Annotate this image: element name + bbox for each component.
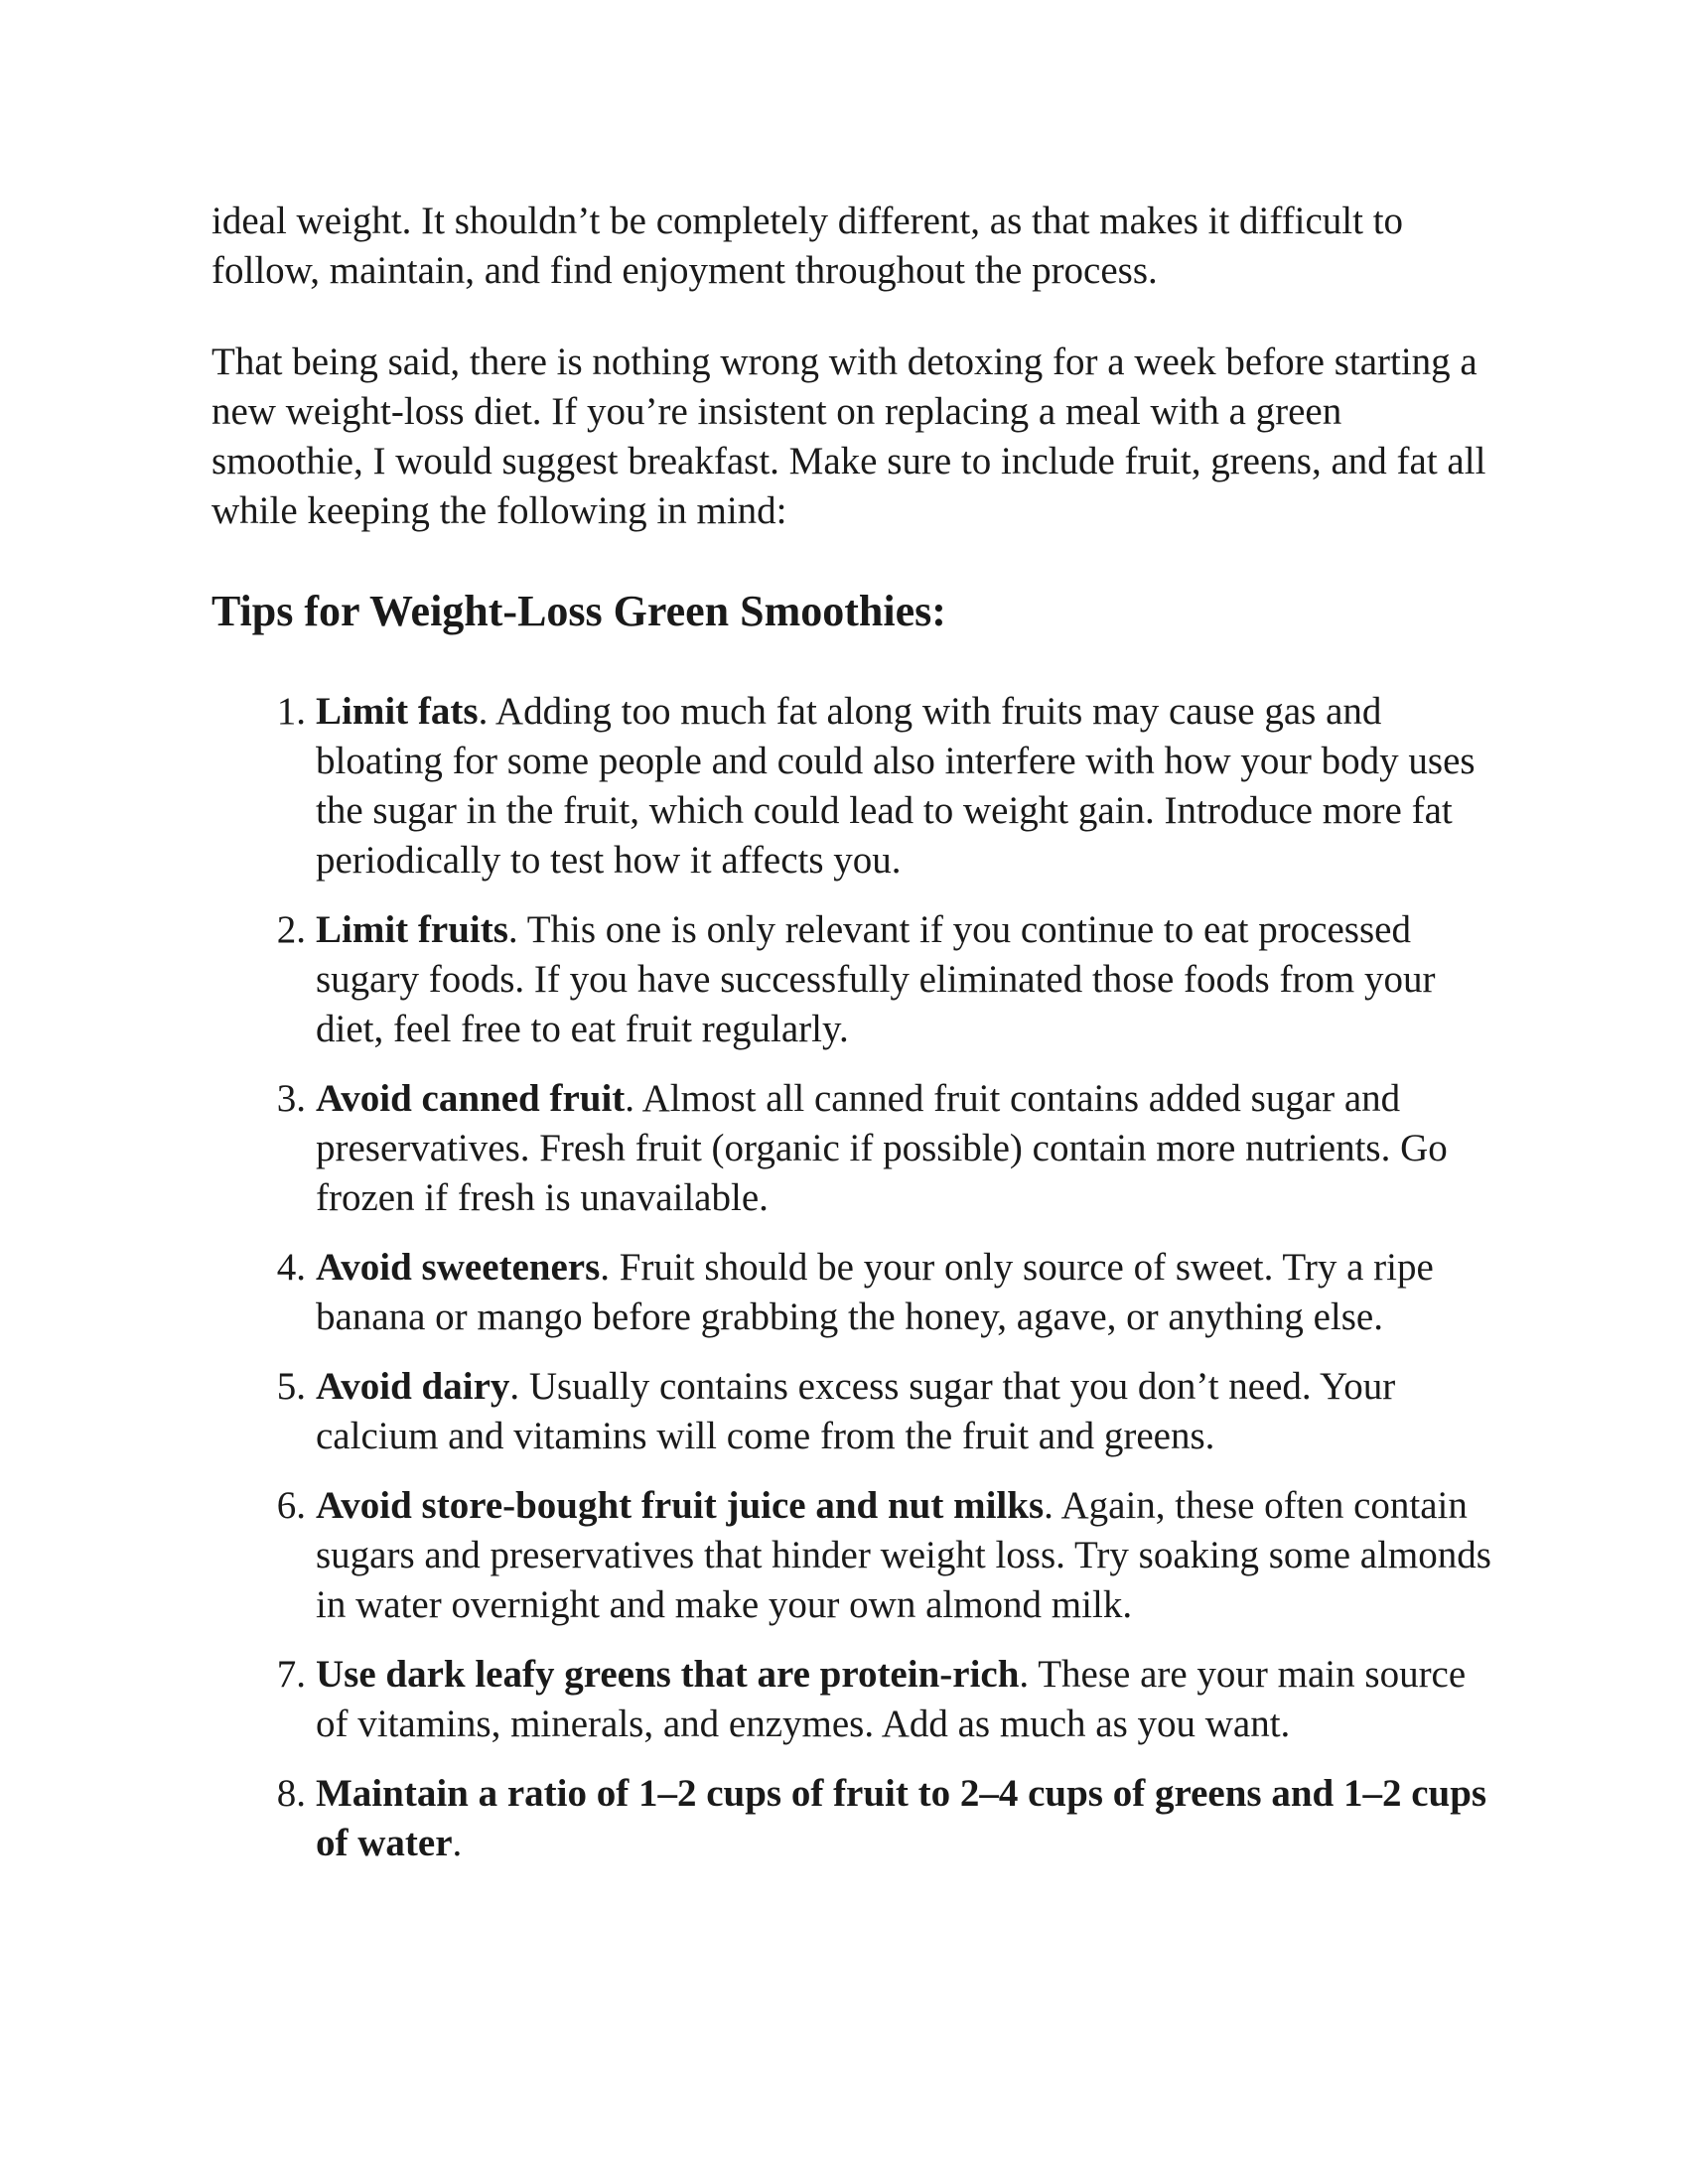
list-item-title: Avoid store-bought fruit juice and nut milks bbox=[316, 1484, 1045, 1527]
list-item-title: Limit fruits bbox=[316, 908, 508, 951]
intro-paragraph-2: That being said, there is nothing wrong with detoxing for a week before starting a new weight-loss diet. If you’re insistent on replacing a meal with a green smoothie, I would suggest breakfast. Make sure to include fruit, greens, and fat all while keeping the following in mind: bbox=[211, 341, 1486, 532]
list-item-number: 7. bbox=[276, 1653, 306, 1696]
list-item bbox=[211, 1769, 1502, 1868]
list-item-number: 4. bbox=[276, 1246, 306, 1289]
list-item bbox=[211, 1650, 1502, 1749]
list-item-number: 8. bbox=[276, 1772, 306, 1815]
list-item-body bbox=[316, 1481, 1502, 1630]
list-item-number: 6. bbox=[276, 1484, 306, 1527]
list-item-text: . Again, these often contain sugars and preservatives that hinder weight loss. Try soaking some almonds in water overnight and make your own almond milk. bbox=[316, 1484, 1491, 1626]
list-item-text: . Adding too much fat along with fruits may cause gas and bloating for some people and could also interfere with how your body uses the sugar in the fruit, which could lead to weight gain. Introduce more fat periodically to test how it affects you. bbox=[316, 690, 1476, 882]
list-item-body bbox=[316, 1769, 1502, 1868]
list-item-title: Limit fats bbox=[316, 690, 479, 733]
list-item-text: . Fruit should be your only source of sweet. Try a ripe banana or mango before grabbing the honey, agave, or anything else. bbox=[316, 1246, 1434, 1338]
document-page bbox=[211, 197, 1502, 1888]
list-item-body bbox=[316, 1650, 1502, 1749]
list-item-title: Avoid dairy bbox=[316, 1365, 510, 1408]
list-item bbox=[211, 1243, 1502, 1342]
section-heading: Tips for Weight-Loss Green Smoothies: bbox=[211, 587, 946, 635]
list-item-title: Avoid sweeteners bbox=[316, 1246, 601, 1289]
list-item-text: . This one is only relevant if you continue to eat processed sugary foods. If you have successfully eliminated those foods from your diet, feel free to eat fruit regularly. bbox=[316, 908, 1436, 1050]
list-item-body bbox=[316, 1243, 1502, 1342]
list-item bbox=[211, 905, 1502, 1054]
tips-list bbox=[211, 687, 1502, 1868]
intro-paragraph-1: ideal weight. It shouldn’t be completely different, as that makes it difficult to follow, maintain, and find enjoyment throughout the process. bbox=[211, 200, 1404, 292]
list-item-number: 1. bbox=[276, 690, 306, 733]
list-item bbox=[211, 1074, 1502, 1223]
list-item-body bbox=[316, 905, 1502, 1054]
list-item-number: 2. bbox=[276, 908, 306, 951]
list-item-body bbox=[316, 1074, 1502, 1223]
list-item-text: . Usually contains excess sugar that you don’t need. Your calcium and vitamins will come from the fruit and greens. bbox=[316, 1365, 1396, 1457]
list-item bbox=[211, 1362, 1502, 1461]
list-item-text: . These are your main source of vitamins, minerals, and enzymes. Add as much as you want. bbox=[316, 1653, 1467, 1745]
list-item-number: 5. bbox=[276, 1365, 306, 1408]
list-item-title: Use dark leafy greens that are protein-rich bbox=[316, 1653, 1020, 1696]
list-item-number: 3. bbox=[276, 1077, 306, 1120]
list-item-title: Maintain a ratio of 1–2 cups of fruit to 2–4 cups of greens and 1–2 cups of water bbox=[316, 1772, 1487, 1864]
list-item-body bbox=[316, 687, 1502, 886]
list-item bbox=[211, 1481, 1502, 1630]
list-item-text: . Almost all canned fruit contains added sugar and preservatives. Fresh fruit (organic if possible) contain more nutrients. Go frozen if fresh is unavailable. bbox=[316, 1077, 1448, 1219]
list-item-text: . bbox=[452, 1822, 463, 1864]
list-item-body bbox=[316, 1362, 1502, 1461]
list-item-title: Avoid canned fruit bbox=[316, 1077, 626, 1120]
list-item bbox=[211, 687, 1502, 886]
